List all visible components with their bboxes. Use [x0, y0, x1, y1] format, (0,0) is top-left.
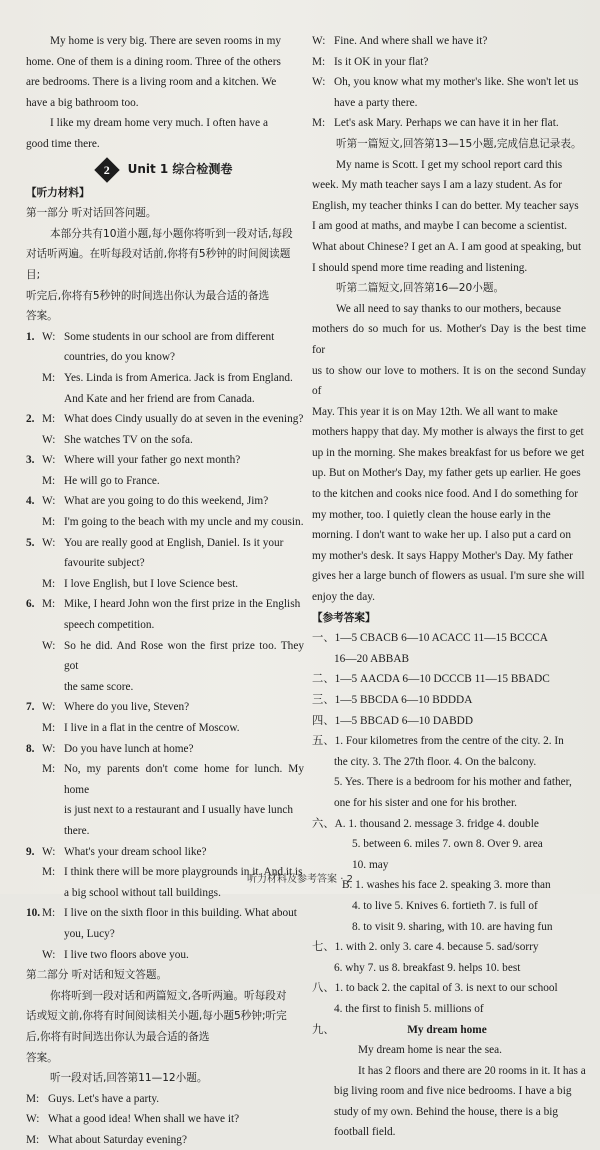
speaker-label: M:	[42, 371, 56, 384]
intro-line: My home is very big. There are seven rooms in my	[50, 35, 282, 47]
speaker-label: M:	[42, 907, 56, 920]
dialog-text: So he did. And Rose won the first prize too. They got	[64, 639, 304, 673]
answers-section-5	[312, 731, 586, 813]
question-number	[26, 945, 42, 966]
passage-line: us to show our love to mothers. It is on the second Sunday of	[312, 364, 586, 398]
speaker-label	[42, 924, 64, 945]
question-number	[26, 883, 42, 904]
dialog-text: You are really good at English, Daniel. Is it your	[64, 536, 284, 549]
answer-key	[312, 628, 586, 731]
answer-line: 16—20 ABBAB	[334, 652, 410, 665]
dialog-line	[26, 1109, 304, 1130]
speaker-label: W:	[312, 35, 326, 47]
dialog-line	[26, 491, 304, 512]
dialog-text: countries, do you know?	[64, 351, 176, 364]
answer-line: 5. between 6. miles 7. own 8. Over 9. area	[352, 838, 543, 851]
speaker-label: M:	[42, 722, 56, 734]
passage-line: English, my teacher thinks I can do better. My teacher says	[312, 199, 579, 212]
passage-line: my mother, too. I quietly clean the house early in the	[312, 508, 551, 521]
dialog-line	[26, 430, 304, 451]
speaker-label: M:	[42, 866, 56, 879]
dialog-text: What are you going to do this weekend, Jim?	[64, 495, 269, 508]
question-number: 5.	[26, 536, 35, 549]
dialog-line	[26, 327, 304, 348]
question-number	[26, 677, 42, 698]
speaker-label: M:	[42, 474, 56, 487]
dialog-line	[26, 636, 304, 677]
answers-section-6a	[312, 814, 586, 876]
dialog-text: What does Cindy usually do at seven in the evening?	[64, 413, 304, 426]
dialog-text: Do you have lunch at home?	[64, 742, 194, 755]
part1-desc: 听完后,你将有5秒钟的时间选出你认为最合适的备选	[26, 289, 270, 302]
question-number	[26, 430, 42, 451]
question-number	[26, 924, 42, 945]
dialog-11-12-continued	[312, 31, 586, 134]
speaker-label: W:	[42, 433, 56, 446]
dialog-text: you, Lucy?	[64, 927, 115, 940]
dialog-intro: 听一段对话,回答第11—12小题。	[50, 1072, 208, 1085]
dialog-text: Fine. And where shall we have it?	[334, 35, 488, 47]
dialog-text: Is it OK in your flat?	[334, 55, 429, 68]
dialog-text: Some students in our school are from different	[64, 330, 275, 343]
dialog-text: He will go to France.	[64, 474, 160, 487]
section-9-label: 九、	[312, 1023, 335, 1036]
dialog-text: the same score.	[64, 680, 134, 693]
question-number	[26, 759, 42, 800]
dialog-text: No, my parents don't come home for lunch. My home	[64, 763, 304, 796]
speaker-label: W:	[42, 639, 56, 652]
question-number: 6.	[26, 598, 35, 611]
dialog-line	[26, 697, 304, 718]
dialog-text: I love English, but I love Science best.	[64, 577, 239, 590]
dialog-text: And Kate and her friend are from Canada.	[64, 392, 255, 405]
question-number	[26, 615, 42, 636]
speaker-label: M:	[312, 117, 326, 130]
speaker-label: W:	[42, 454, 56, 467]
right-column	[312, 31, 586, 1143]
speaker-label	[42, 389, 64, 410]
question-number	[26, 389, 42, 410]
speaker-label	[312, 93, 334, 114]
speaker-label: M:	[42, 763, 56, 776]
dialog-text: She watches TV on the sofa.	[64, 433, 193, 446]
dialog-line	[26, 553, 304, 574]
part2-heading: 第二部分 听对话和短文答题。	[26, 969, 168, 982]
essay-line: study of my own. Behind the house, there is a big	[334, 1105, 559, 1118]
dialog-line	[26, 883, 304, 904]
dialog-text: have a party there.	[334, 96, 418, 109]
dialog-line	[26, 450, 304, 471]
question-number	[26, 574, 42, 595]
dialog-11-12	[26, 1089, 304, 1150]
dialog-line	[312, 52, 586, 73]
passage-line: enjoy the day.	[312, 591, 375, 604]
intro-line: home. One of them is a dining room. Three of the others	[26, 55, 281, 68]
question-number: 2.	[26, 413, 35, 426]
passage-line: gives her a large bunch of flowers as usual. I'm sure she will	[312, 570, 585, 583]
dialog-line	[26, 368, 304, 389]
dialog-line	[26, 1130, 304, 1150]
section-tag-answers: 【参考答案】	[312, 611, 376, 624]
part2-desc: 话或短文前,你将有时间阅读相关小题,每小题5秒钟;听完	[26, 1010, 287, 1023]
dialog-line	[26, 347, 304, 368]
dialog-line	[26, 471, 304, 492]
question-number	[26, 471, 42, 492]
question-number	[26, 636, 42, 677]
passage-line: morning. I don't want to wake her up. I also put a card on	[312, 529, 571, 542]
passage-line: my mother's desk. It says Happy Mother's Day. My father	[312, 549, 573, 562]
dialog-text: What about Saturday evening?	[48, 1133, 187, 1146]
dialog-text: there.	[64, 824, 90, 837]
dialog-text: I'm going to the beach with my uncle and my cousin.	[64, 516, 304, 529]
section-tag-listening: 【听力材料】	[26, 186, 90, 199]
question-number: 8.	[26, 742, 35, 755]
answer-line: 七、1. with 2. only 3. care 4. because 5. sad/sorry	[312, 941, 539, 954]
dialog-text: I think there will be more playgrounds in it. And it is	[64, 866, 303, 879]
speaker-label: M:	[42, 577, 56, 590]
answer-line: 八、1. to back 2. the capital of 3. is next to our school	[312, 982, 558, 995]
part2-desc: 答案。	[26, 1051, 58, 1064]
essay-line: My dream home is near the sea.	[358, 1044, 502, 1057]
answer-line: 4. the first to finish 5. millions of	[334, 1002, 484, 1015]
dialog-text: I live on the sixth floor in this building. What about	[64, 907, 297, 920]
question-number	[26, 800, 42, 821]
passage-line: We all need to say thanks to our mothers, because	[336, 302, 561, 315]
speaker-label	[42, 677, 64, 698]
dialog-line	[26, 842, 304, 863]
essay-line: football field.	[334, 1126, 396, 1139]
dialog-text: Yes. Linda is from America. Jack is from England.	[64, 371, 293, 384]
part1-desc: 本部分共有10道小题,每小题你将听到一段对话,每段	[50, 227, 293, 240]
dialog-text: Guys. Let's have a party.	[48, 1092, 160, 1105]
essay-line: It has 2 floors and there are 20 rooms in it. It has a	[358, 1064, 586, 1077]
passage-line: What about Chinese? I get an A. I am good at speaking, but	[312, 240, 582, 253]
part1-desc: 答案。	[26, 310, 58, 323]
dialog-text: What's your dream school like?	[64, 845, 207, 858]
answers-section-7	[312, 937, 586, 978]
unit-number-badge: 2	[94, 157, 119, 182]
dialog-line	[26, 945, 304, 966]
passage-line: My name is Scott. I get my school report card this	[336, 158, 563, 171]
question-number: 4.	[26, 495, 35, 508]
intro-line: good time there.	[26, 137, 100, 150]
dialog-line	[26, 533, 304, 554]
passage-line: to the kitchen and cooks nice food. And I do something for	[312, 488, 579, 501]
dialog-line	[312, 31, 586, 52]
dialog-line	[26, 389, 304, 410]
speaker-label: M:	[42, 413, 56, 426]
unit-heading	[26, 157, 304, 183]
part1-heading: 第一部分 听对话回答问题。	[26, 207, 157, 220]
dialog-line	[26, 512, 304, 533]
dialog-text: is just next to a restaurant and I usually have lunch	[64, 804, 294, 817]
speaker-label: M:	[312, 55, 326, 68]
intro-line: have a big bathroom too.	[26, 96, 139, 109]
dialog-line	[26, 594, 304, 615]
speaker-label: M:	[26, 1092, 40, 1105]
question-number	[26, 512, 42, 533]
passage-line: I am good at maths, and maybe I can become a scientist.	[312, 220, 568, 233]
answer-line: 6. why 7. us 8. breakfast 9. helps 10. best	[334, 961, 521, 974]
answer-line: the city. 3. The 27th floor. 4. On the balcony.	[334, 755, 537, 768]
speaker-label	[42, 615, 64, 636]
dialog-line	[26, 409, 304, 430]
speaker-label: M:	[42, 598, 56, 611]
dialog-text: a big school without tall buildings.	[64, 886, 221, 899]
dialog-line	[26, 1089, 304, 1110]
speaker-label: W:	[42, 948, 56, 961]
essay-heading-row	[312, 1020, 586, 1041]
passage-line: I should spend more time reading and listening.	[312, 261, 528, 274]
passage2-intro: 听第二篇短文,回答第16—20小题。	[336, 282, 505, 295]
speaker-label: W:	[312, 76, 326, 89]
dialog-text: Let's ask Mary. Perhaps we can have it in her flat.	[334, 117, 559, 130]
answer-line: 一、1—5 CBACB 6—10 ACACC 11—15 BCCCA	[312, 632, 548, 645]
dialog-line	[26, 574, 304, 595]
passage-line: week. My math teacher says I am a lazy student. As for	[312, 179, 563, 192]
dialog-text: I live in a flat in the centre of Moscow.	[64, 722, 240, 734]
question-number	[26, 718, 42, 739]
dialog-line	[26, 739, 304, 760]
speaker-label: W:	[42, 742, 56, 755]
question-number	[26, 553, 42, 574]
passage-2	[312, 299, 586, 608]
question-number: 7.	[26, 701, 35, 714]
speaker-label	[42, 553, 64, 574]
question-number: 1.	[26, 330, 35, 343]
part1-desc: 对话听两遍。在听每段对话前,你将有5秒钟的时间阅读题目;	[26, 248, 291, 281]
part2-desc: 你将听到一段对话和两篇短文,各听两遍。听每段对	[50, 989, 287, 1002]
answer-line: 六、A. 1. thousand 2. message 3. fridge 4. double	[312, 817, 539, 830]
answer-line: 二、1—5 AACDA 6—10 DCCCB 11—15 BBADC	[312, 673, 550, 686]
speaker-label: W:	[42, 536, 56, 549]
passage-line: up. But on Mother's Day, my father gets up earlier. He goes	[312, 467, 581, 480]
unit-title: Unit 1 综合检测卷	[127, 162, 233, 177]
answer-line: 三、1—5 BBCDA 6—10 BDDDA	[312, 694, 473, 706]
page-footer: 听力材料及参考答案 · 2	[247, 874, 353, 885]
intro-line: are bedrooms. There is a living room and a kitchen. We	[26, 76, 277, 89]
dialog-line	[312, 93, 586, 114]
passage-1	[312, 155, 586, 279]
answers-section-8	[312, 978, 586, 1019]
dialog-line	[26, 759, 304, 800]
passage1-intro: 听第一篇短文,回答第13—15小题,完成信息记录表。	[336, 137, 582, 150]
answer-line: B. 1. washes his face 2. speaking 3. more than	[342, 879, 551, 892]
question-number: 10.	[26, 907, 41, 920]
dialog-text: favourite subject?	[64, 557, 145, 570]
question-number	[26, 368, 42, 389]
answer-line: 五、1. Four kilometres from the centre of the city. 2. In	[312, 735, 564, 748]
speaker-label: W:	[26, 1113, 40, 1126]
question-number: 9.	[26, 845, 35, 858]
dialog-line	[312, 113, 586, 134]
part2-desc: 后,你将有时间选出你认为最合适的备选	[26, 1030, 210, 1043]
answer-line: 8. to visit 9. sharing, with 10. are having fun	[352, 920, 553, 933]
speaker-label	[42, 883, 64, 904]
speaker-label: W:	[42, 495, 56, 508]
question-number	[26, 821, 42, 842]
speaker-label: W:	[42, 701, 56, 714]
speaker-label: M:	[42, 516, 56, 529]
dialog-line	[26, 800, 304, 821]
dialog-line	[26, 677, 304, 698]
dialog-text: I live two floors above you.	[64, 948, 189, 961]
answer-line: one for his sister and one for his brother.	[334, 796, 517, 809]
dialog-line	[26, 718, 304, 739]
speaker-label	[42, 347, 64, 368]
speaker-label: M:	[26, 1133, 40, 1146]
dialog-line	[26, 615, 304, 636]
dialog-text: speech competition.	[64, 619, 155, 632]
passage-line: mothers do so much for us. Mother's Day is the best time for	[312, 323, 586, 356]
dialog-line	[26, 924, 304, 945]
intro-line: I like my dream home very much. I often have a	[50, 117, 269, 130]
passage-line: May. This year it is on May 12th. We all want to make	[312, 405, 558, 418]
passage-line: mothers happy that day. My mother is always the first to get	[312, 426, 584, 439]
dialog-line	[26, 821, 304, 842]
dialog-line	[312, 72, 586, 93]
speaker-label: W:	[42, 330, 56, 343]
speaker-label	[42, 800, 64, 821]
answer-line: 5. Yes. There is a bedroom for his mother and father,	[334, 776, 572, 789]
question-number: 3.	[26, 454, 35, 467]
speaker-label	[42, 821, 64, 842]
question-number	[26, 347, 42, 368]
answer-line: 4. to live 5. Knives 6. fortieth 7. is full of	[352, 899, 538, 912]
answer-line: 10. may	[352, 858, 389, 871]
answer-line: 四、1—5 BBCAD 6—10 DABDD	[312, 714, 473, 727]
passage-line: up in the morning. She makes breakfast for us before we get	[312, 446, 585, 459]
dialog-text: Mike, I heard John won the first prize in the English	[64, 598, 301, 611]
dialog-text: Where will your father go next month?	[64, 454, 241, 467]
dialog-line	[26, 903, 304, 924]
left-column	[26, 31, 304, 1150]
dialog-text: Oh, you know what my mother's like. She won't let us	[334, 76, 579, 89]
dialog-text: What a good idea! When shall we have it?	[48, 1113, 240, 1126]
essay	[312, 1040, 586, 1143]
essay-title: My dream home	[407, 1023, 487, 1036]
speaker-label: W:	[42, 845, 56, 858]
dialog-text: Where do you live, Steven?	[64, 701, 190, 714]
essay-line: big living room and five nice bedrooms. I have a big	[334, 1085, 572, 1098]
